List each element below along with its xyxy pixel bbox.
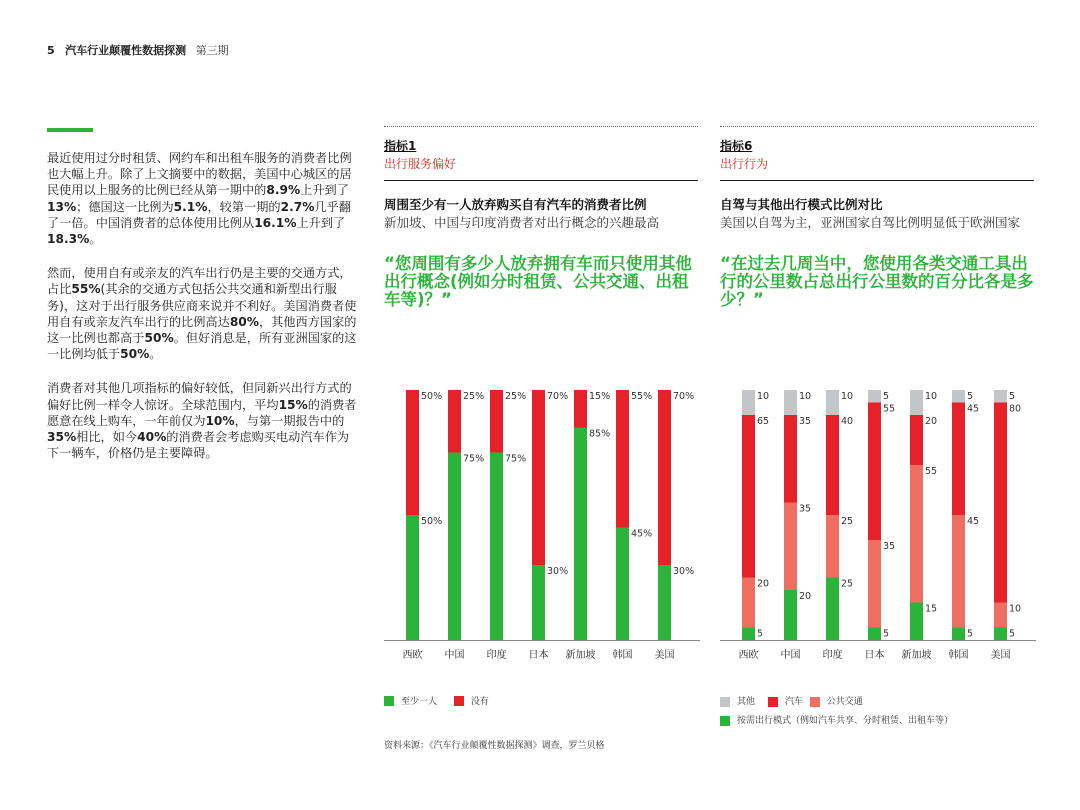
category-label: 印度 — [486, 650, 507, 661]
bar-segment — [532, 390, 545, 565]
bar-segment — [994, 403, 1007, 603]
bar-segment — [826, 515, 839, 578]
legend-swatch — [768, 697, 778, 707]
category-label: 新加坡 — [901, 650, 932, 661]
chart-description: 新加坡、中国与印度消费者对出行概念的兴趣最高 — [384, 215, 660, 230]
bar-segment — [994, 390, 1007, 403]
paragraph-2: 然而，使用自有或亲友的汽车出行仍是主要的交通方式，占比55%(其余的交通方式包括公共交通和新型出行服务)，这对于出行服务供应商来说并不利好。美国消费者使用自有或亲友汽车出行的比例高达80%，其他西方国家的这一比例也都高于50%。但好消息是，所有亚洲国家的这一比例均低于50%。 — [47, 266, 357, 362]
bar-segment — [742, 390, 755, 415]
legend-label: 没有 — [470, 697, 489, 707]
indicator-category: 出行行为 — [720, 157, 769, 171]
bar-segment — [658, 390, 671, 565]
category-label: 西欧 — [738, 650, 759, 661]
data-label: 85% — [589, 428, 611, 440]
legend-swatch — [454, 696, 464, 706]
bar-segment — [910, 603, 923, 641]
data-label: 10 — [925, 391, 938, 402]
data-label: 20 — [799, 591, 812, 602]
indicator-category: 出行服务偏好 — [384, 157, 457, 171]
legend-item — [810, 694, 863, 710]
data-label: 35 — [799, 416, 812, 427]
legend-item — [454, 694, 489, 707]
page-number: 5 — [47, 44, 55, 57]
legend-label: 公共交通 — [826, 697, 863, 707]
data-label: 5 — [883, 391, 890, 402]
legend-swatch — [384, 696, 394, 706]
rule-divider — [384, 180, 698, 181]
chart-2-legend — [720, 694, 967, 732]
bar-segment — [490, 453, 503, 641]
data-label: 45% — [631, 528, 653, 540]
bar-segment — [616, 528, 629, 641]
legend-label: 至少一人 — [401, 697, 438, 707]
category-label: 韩国 — [612, 650, 633, 661]
legend-label: 按需出行模式（例如汽车共享、分时租赁、出租车等） — [737, 716, 954, 726]
bar-segment — [742, 578, 755, 628]
legend-swatch — [720, 716, 730, 726]
bar-segment — [868, 390, 881, 403]
bar-segment — [658, 565, 671, 640]
paragraph-3: 消费者对其他几项指标的偏好较低，但同新兴出行方式的偏好比例一样令人惊讶。全球范围内，平均15%的消费者愿意在线上购车，一年前仅为10%，与第一期报告中的35%相比，如今40%的消费者会考虑购买电动汽车作为下一辆车，价格仍是主要障碍。 — [47, 381, 357, 461]
category-label: 西欧 — [402, 650, 423, 661]
bar-segment — [448, 453, 461, 641]
bar-segment — [868, 628, 881, 641]
bar-segment — [574, 428, 587, 641]
bar-segment — [952, 403, 965, 516]
category-label: 新加坡 — [565, 650, 596, 661]
data-label: 25 — [841, 578, 854, 590]
issue-label: 第三期 — [195, 44, 229, 57]
data-label: 50% — [421, 391, 443, 402]
bar-segment — [784, 590, 797, 640]
bar-segment — [532, 565, 545, 640]
chart-title: 自驾与其他出行模式比例对比 — [720, 197, 883, 212]
data-label: 10 — [757, 391, 770, 402]
data-label: 5 — [1009, 391, 1016, 402]
data-label: 10 — [1009, 603, 1022, 615]
bar-segment — [742, 628, 755, 641]
data-label: 40 — [841, 416, 854, 427]
survey-question: “在过去几周当中，您使用各类交通工具出行的公里数占总出行公里数的百分比各是多少？” — [720, 254, 1034, 309]
category-label: 中国 — [780, 650, 801, 661]
bar-segment — [448, 390, 461, 453]
legend-swatch — [810, 697, 820, 707]
dotted-divider — [720, 126, 1034, 127]
data-label: 25% — [505, 391, 527, 402]
category-label: 中国 — [444, 650, 465, 661]
bar-segment — [952, 515, 965, 628]
data-label: 75% — [505, 453, 527, 465]
indicator-label: 指标1 — [384, 139, 417, 153]
category-label: 美国 — [654, 650, 675, 661]
bar-segment — [826, 578, 839, 641]
bar-segment — [868, 540, 881, 628]
data-label: 55 — [925, 466, 938, 477]
indicator-1-panel — [384, 126, 698, 309]
legend-item — [768, 694, 803, 710]
data-label: 45 — [967, 403, 980, 415]
bar-segment — [826, 415, 839, 515]
bar-segment — [910, 415, 923, 465]
bar-segment — [952, 390, 965, 403]
data-label: 55 — [883, 403, 896, 415]
bar-segment — [826, 390, 839, 415]
bar-segment — [574, 390, 587, 428]
legend-swatch — [720, 697, 730, 707]
data-label: 5 — [967, 628, 974, 640]
legend-item — [720, 713, 953, 729]
category-label: 韩国 — [948, 650, 969, 661]
bar-segment — [784, 503, 797, 591]
chart-1-stacked-bar — [384, 380, 700, 670]
rule-divider — [720, 180, 1034, 181]
category-label: 美国 — [990, 650, 1011, 661]
bar-segment — [910, 465, 923, 603]
data-label: 20 — [925, 416, 938, 427]
bar-segment — [616, 390, 629, 528]
data-label: 70% — [547, 391, 569, 402]
category-label: 印度 — [822, 650, 843, 661]
chart-description: 美国以自驾为主，亚洲国家自驾比例明显低于欧洲国家 — [720, 215, 1021, 230]
data-label: 30% — [547, 566, 569, 577]
data-label: 5 — [1009, 628, 1016, 640]
legend-label: 其他 — [737, 697, 756, 707]
bar-segment — [994, 603, 1007, 628]
category-label: 日本 — [528, 650, 549, 661]
source-note: 资料来源：《汽车行业颠覆性数据探测》调查，罗兰贝格 — [384, 741, 605, 751]
data-label: 45 — [967, 516, 980, 527]
data-label: 35 — [883, 541, 896, 552]
data-label: 50% — [421, 516, 443, 527]
dotted-divider — [384, 126, 698, 127]
data-label: 10 — [799, 391, 812, 402]
paragraph-1: 最近使用过分时租赁、网约车和出租车服务的消费者比例也大幅上升。除了上文摘要中的数据，美国中心城区的居民使用以上服务的比例已经从第一期中的8.9%上升到了13%；德国这一比例为5.1%，较第一期的2.7%几乎翻了一倍。中国消费者的总体使用比例从16.1%上升到了18.3%。 — [47, 151, 352, 247]
data-label: 70% — [673, 391, 695, 402]
data-label: 10 — [841, 391, 854, 402]
data-label: 25% — [463, 391, 485, 402]
chart-1-legend — [384, 694, 503, 709]
legend-label: 汽车 — [784, 697, 803, 707]
accent-bar — [47, 128, 93, 132]
chart-title: 周围至少有一人放弃购买自有汽车的消费者比例 — [384, 197, 647, 212]
indicator-6-panel — [720, 126, 1034, 309]
legend-item — [384, 694, 437, 707]
data-label: 65 — [757, 416, 770, 427]
bar-segment — [994, 628, 1007, 641]
data-label: 20 — [757, 578, 770, 590]
data-label: 5 — [967, 391, 974, 402]
page-header — [47, 42, 229, 58]
chart-2-stacked-bar — [720, 380, 1036, 670]
bar-segment — [910, 390, 923, 415]
bar-segment — [406, 515, 419, 640]
data-label: 30% — [673, 566, 695, 577]
category-label: 日本 — [864, 650, 885, 661]
bar-segment — [784, 390, 797, 415]
bar-segment — [490, 390, 503, 453]
data-label: 5 — [883, 628, 890, 640]
bar-segment — [742, 415, 755, 578]
bar-segment — [952, 628, 965, 641]
data-label: 15 — [925, 603, 938, 615]
data-label: 80 — [1009, 403, 1022, 415]
bar-segment — [784, 415, 797, 503]
bar-segment — [868, 403, 881, 541]
data-label: 5 — [757, 628, 764, 640]
bar-segment — [406, 390, 419, 515]
indicator-label: 指标6 — [720, 139, 753, 153]
data-label: 75% — [463, 453, 485, 465]
survey-question: “您周围有多少人放弃拥有车而只使用其他出行概念(例如分时租赁、公共交通、出租车等)？” — [384, 254, 692, 309]
data-label: 35 — [799, 503, 812, 515]
body-text — [47, 150, 359, 479]
data-label: 55% — [631, 391, 653, 402]
report-title: 汽车行业颠覆性数据探测 — [65, 44, 187, 57]
data-label: 15% — [589, 391, 611, 402]
legend-item — [720, 694, 755, 710]
data-label: 25 — [841, 516, 854, 527]
